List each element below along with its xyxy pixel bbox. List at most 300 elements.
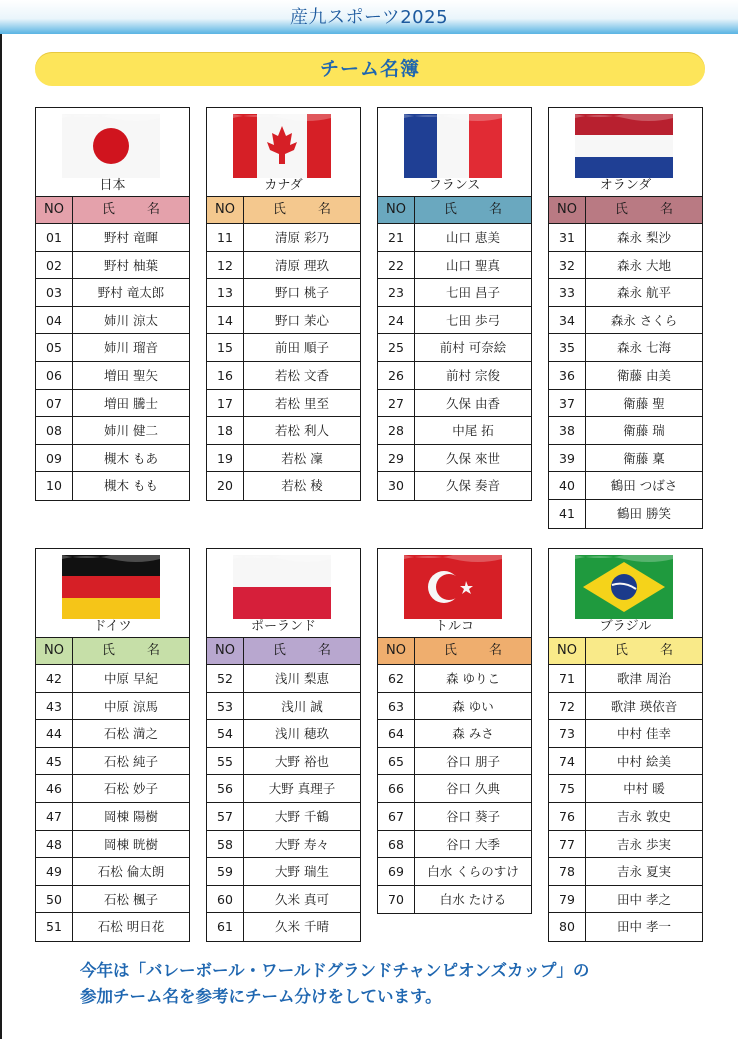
member-no: 06 xyxy=(36,362,73,389)
table-row xyxy=(36,307,189,335)
member-name: 森永 さくら xyxy=(610,312,678,328)
roster-banner xyxy=(35,52,705,86)
member-name: 大野 真理子 xyxy=(268,781,336,797)
member-name: 衛藤 稟 xyxy=(623,450,665,466)
member-no: 02 xyxy=(36,252,73,279)
member-no: 63 xyxy=(378,693,415,720)
table-row xyxy=(549,390,702,418)
column-name: 氏 名 xyxy=(101,202,175,217)
table-row xyxy=(549,831,702,859)
team-table xyxy=(377,548,532,914)
member-name: 浅川 誠 xyxy=(281,698,323,714)
member-no: 77 xyxy=(549,831,586,858)
member-no: 22 xyxy=(378,252,415,279)
member-name: 谷口 大季 xyxy=(446,836,500,852)
member-no: 36 xyxy=(549,362,586,389)
member-no: 23 xyxy=(378,279,415,306)
table-row xyxy=(378,472,531,500)
table-row xyxy=(378,693,531,721)
member-no: 09 xyxy=(36,445,73,472)
member-name: 森 みさ xyxy=(452,726,494,742)
table-row xyxy=(207,334,360,362)
member-no: 34 xyxy=(549,307,586,334)
table-row xyxy=(36,913,189,941)
member-name: 田中 孝之 xyxy=(617,891,671,907)
member-no: 62 xyxy=(378,665,415,692)
table-row xyxy=(378,858,531,886)
table-row xyxy=(549,307,702,335)
member-name: 白水 くらのすけ xyxy=(427,864,519,880)
table-row xyxy=(378,665,531,693)
table-row xyxy=(549,500,702,528)
member-no: 17 xyxy=(207,390,244,417)
table-row xyxy=(36,858,189,886)
member-no: 46 xyxy=(36,775,73,802)
member-name: 白水 たける xyxy=(439,891,507,907)
member-name: 中原 早紀 xyxy=(104,671,158,686)
table-row xyxy=(378,334,531,362)
member-no: 40 xyxy=(549,472,586,499)
column-header xyxy=(549,638,702,665)
member-name: 石松 純子 xyxy=(104,753,158,769)
table-row xyxy=(549,858,702,886)
member-name: 森永 梨沙 xyxy=(617,230,671,245)
member-no: 80 xyxy=(549,913,586,941)
member-name: 森 ゆりこ xyxy=(446,671,500,686)
country-name: 日本 xyxy=(99,178,126,193)
column-no: NO xyxy=(549,638,586,664)
brazil-flag-icon xyxy=(575,555,673,619)
table-row xyxy=(207,445,360,473)
member-name: 若松 稜 xyxy=(281,478,323,494)
member-name: 森永 航平 xyxy=(617,285,671,301)
member-name: 中尾 拓 xyxy=(452,423,494,439)
table-row xyxy=(549,252,702,280)
table-row xyxy=(36,390,189,418)
table-row xyxy=(207,224,360,252)
table-row xyxy=(549,803,702,831)
member-name: 山口 恵美 xyxy=(446,230,500,245)
table-row xyxy=(378,279,531,307)
member-name: 山口 聖真 xyxy=(446,257,500,273)
column-header xyxy=(378,197,531,224)
member-no: 68 xyxy=(378,831,415,858)
table-row xyxy=(36,748,189,776)
member-name: 森永 七海 xyxy=(617,340,671,356)
table-row xyxy=(207,803,360,831)
team-header xyxy=(378,108,531,197)
column-header xyxy=(207,638,360,665)
table-row xyxy=(36,775,189,803)
member-no: 79 xyxy=(549,886,586,913)
table-row xyxy=(207,886,360,914)
member-name: 浅川 穂玖 xyxy=(275,726,329,742)
table-row xyxy=(378,886,531,914)
poland-flag-icon xyxy=(233,555,331,619)
table-row xyxy=(36,831,189,859)
member-no: 12 xyxy=(207,252,244,279)
member-no: 48 xyxy=(36,831,73,858)
table-row xyxy=(36,472,189,500)
table-row xyxy=(207,252,360,280)
member-name: 増田 聖矢 xyxy=(104,367,158,383)
member-name: 七田 昌子 xyxy=(446,285,500,301)
member-no: 37 xyxy=(549,390,586,417)
member-no: 53 xyxy=(207,693,244,720)
team-header xyxy=(36,108,189,197)
member-name: 吉永 敦史 xyxy=(617,808,671,824)
table-row xyxy=(207,279,360,307)
table-row xyxy=(378,803,531,831)
member-name: 野口 茉心 xyxy=(275,312,329,328)
column-name: 氏 名 xyxy=(614,643,688,658)
member-name: 石松 楓子 xyxy=(104,891,158,907)
member-no: 28 xyxy=(378,417,415,444)
team-table xyxy=(35,548,190,942)
member-no: 19 xyxy=(207,445,244,472)
table-row xyxy=(549,417,702,445)
table-row xyxy=(36,803,189,831)
member-name: 歌津 瑛依音 xyxy=(610,698,678,714)
country-name: トルコ xyxy=(434,619,474,634)
table-row xyxy=(36,720,189,748)
column-name: 氏 名 xyxy=(443,643,517,658)
top-header-bar xyxy=(0,0,738,34)
column-header xyxy=(207,197,360,224)
member-name: 谷口 久典 xyxy=(446,781,500,797)
table-row xyxy=(36,334,189,362)
member-no: 73 xyxy=(549,720,586,747)
member-name: 久米 千晴 xyxy=(275,919,329,935)
table-row xyxy=(36,417,189,445)
netherlands-flag-icon xyxy=(575,114,673,178)
table-row xyxy=(378,417,531,445)
table-row xyxy=(549,886,702,914)
table-row xyxy=(378,445,531,473)
member-name: 中原 涼馬 xyxy=(104,698,158,714)
member-no: 33 xyxy=(549,279,586,306)
country-name: カナダ xyxy=(264,178,303,193)
column-name: 氏 名 xyxy=(614,202,688,217)
footer-line-1: 今年は「バレーボール・ワールドグランドチャンピオンズカップ」の xyxy=(80,961,590,980)
column-no: NO xyxy=(378,197,415,223)
member-no: 64 xyxy=(378,720,415,747)
team-table xyxy=(377,107,532,501)
member-no: 54 xyxy=(207,720,244,747)
member-name: 久保 由香 xyxy=(446,395,500,411)
member-no: 13 xyxy=(207,279,244,306)
table-row xyxy=(549,472,702,500)
column-header xyxy=(36,638,189,665)
country-name: オランダ xyxy=(599,178,652,193)
table-row xyxy=(549,693,702,721)
header-title: 産九スポーツ2025 xyxy=(289,7,449,28)
member-no: 16 xyxy=(207,362,244,389)
table-row xyxy=(36,224,189,252)
member-name: 前村 宗俊 xyxy=(446,367,500,383)
table-row xyxy=(207,665,360,693)
country-name: ポーランド xyxy=(250,619,316,634)
table-row xyxy=(207,858,360,886)
member-no: 26 xyxy=(378,362,415,389)
member-name: 増田 騰士 xyxy=(104,395,158,411)
member-no: 66 xyxy=(378,775,415,802)
column-name: 氏 名 xyxy=(272,202,346,217)
member-no: 29 xyxy=(378,445,415,472)
turkey-flag-icon xyxy=(404,555,502,619)
footer-line-2: 参加チーム名を参考にチーム分けをしています。 xyxy=(80,987,442,1006)
member-name: 大野 瑞生 xyxy=(275,864,329,880)
table-row xyxy=(549,913,702,941)
column-name: 氏 名 xyxy=(101,643,175,658)
member-no: 72 xyxy=(549,693,586,720)
member-name: 前田 順子 xyxy=(275,340,329,356)
canada-flag-icon xyxy=(233,114,331,178)
member-no: 38 xyxy=(549,417,586,444)
table-row xyxy=(36,886,189,914)
member-name: 鶴田 つばさ xyxy=(610,478,678,494)
table-row xyxy=(378,224,531,252)
member-no: 70 xyxy=(378,886,415,914)
table-row xyxy=(549,279,702,307)
table-row xyxy=(549,362,702,390)
table-row xyxy=(207,390,360,418)
member-no: 25 xyxy=(378,334,415,361)
member-name: 槻木 もあ xyxy=(104,450,158,466)
member-name: 久米 真可 xyxy=(275,891,329,907)
table-row xyxy=(207,417,360,445)
member-name: 槻木 もも xyxy=(104,478,158,494)
column-no: NO xyxy=(207,197,244,223)
member-name: 田中 孝一 xyxy=(617,919,671,935)
column-header xyxy=(378,638,531,665)
table-row xyxy=(378,307,531,335)
member-name: 中村 絵美 xyxy=(617,753,671,769)
table-row xyxy=(207,693,360,721)
member-no: 18 xyxy=(207,417,244,444)
team-table xyxy=(206,107,361,501)
table-row xyxy=(207,913,360,941)
member-no: 51 xyxy=(36,913,73,941)
country-name: ドイツ xyxy=(93,619,132,634)
member-name: 若松 里至 xyxy=(275,395,329,411)
member-no: 03 xyxy=(36,279,73,306)
france-flag-icon xyxy=(404,114,502,178)
table-row xyxy=(378,748,531,776)
member-no: 27 xyxy=(378,390,415,417)
germany-flag-icon xyxy=(62,555,160,619)
member-name: 森永 大地 xyxy=(617,257,671,273)
table-row xyxy=(549,445,702,473)
member-name: 谷口 朋子 xyxy=(446,753,500,769)
member-no: 74 xyxy=(549,748,586,775)
member-name: 岡棟 陽樹 xyxy=(104,808,158,824)
japan-flag-icon xyxy=(62,114,160,178)
member-no: 20 xyxy=(207,472,244,500)
table-row xyxy=(36,693,189,721)
member-no: 45 xyxy=(36,748,73,775)
table-row xyxy=(207,362,360,390)
table-row xyxy=(549,334,702,362)
column-no: NO xyxy=(207,638,244,664)
member-no: 49 xyxy=(36,858,73,885)
column-no: NO xyxy=(549,197,586,223)
member-no: 10 xyxy=(36,472,73,500)
member-name: 姉川 涼太 xyxy=(104,312,158,328)
table-row xyxy=(549,775,702,803)
table-row xyxy=(36,665,189,693)
member-name: 大野 千鶴 xyxy=(275,808,329,824)
member-name: 衛藤 聖 xyxy=(623,395,665,411)
member-no: 65 xyxy=(378,748,415,775)
country-name: ブラジル xyxy=(599,619,652,634)
member-no: 55 xyxy=(207,748,244,775)
member-no: 21 xyxy=(378,224,415,251)
member-name: 姉川 瑠音 xyxy=(104,340,158,356)
member-name: 若松 利人 xyxy=(275,423,329,439)
table-row xyxy=(549,720,702,748)
member-name: 浅川 梨恵 xyxy=(275,671,329,686)
member-no: 05 xyxy=(36,334,73,361)
member-name: 鶴田 勝笑 xyxy=(617,505,671,521)
table-row xyxy=(207,748,360,776)
member-no: 43 xyxy=(36,693,73,720)
column-name: 氏 名 xyxy=(443,202,517,217)
member-name: 吉永 歩実 xyxy=(617,836,671,852)
member-name: 石松 満之 xyxy=(104,726,158,742)
member-name: 七田 歩弓 xyxy=(446,312,500,328)
member-name: 清原 彩乃 xyxy=(275,230,329,245)
member-name: 石松 倫太朗 xyxy=(97,864,165,880)
table-row xyxy=(207,472,360,500)
column-no: NO xyxy=(36,197,73,223)
member-name: 若松 凜 xyxy=(281,450,323,466)
table-row xyxy=(378,775,531,803)
team-header xyxy=(207,549,360,638)
member-name: 歌津 周治 xyxy=(617,671,671,686)
table-row xyxy=(207,307,360,335)
member-name: 衛藤 瑞 xyxy=(623,423,665,439)
table-row xyxy=(207,720,360,748)
member-name: 森 ゆい xyxy=(452,698,494,714)
table-row xyxy=(36,252,189,280)
member-name: 野村 竜暉 xyxy=(104,230,158,245)
member-no: 42 xyxy=(36,665,73,692)
member-no: 78 xyxy=(549,858,586,885)
member-name: 清原 理玖 xyxy=(275,257,329,273)
member-no: 69 xyxy=(378,858,415,885)
team-header xyxy=(36,549,189,638)
team-table xyxy=(35,107,190,501)
left-border-line xyxy=(0,34,2,1039)
country-name: フランス xyxy=(428,178,481,193)
member-no: 39 xyxy=(549,445,586,472)
table-row xyxy=(549,665,702,693)
table-row xyxy=(36,279,189,307)
team-table xyxy=(548,107,703,529)
team-header xyxy=(549,549,702,638)
member-name: 石松 明日花 xyxy=(97,919,165,935)
member-name: 岡棟 晄樹 xyxy=(104,836,158,852)
member-no: 24 xyxy=(378,307,415,334)
member-no: 31 xyxy=(549,224,586,251)
column-header xyxy=(36,197,189,224)
member-name: 前村 可奈絵 xyxy=(439,340,507,356)
member-no: 58 xyxy=(207,831,244,858)
column-header xyxy=(549,197,702,224)
member-no: 60 xyxy=(207,886,244,913)
member-name: 谷口 葵子 xyxy=(446,808,500,824)
member-no: 61 xyxy=(207,913,244,941)
team-table xyxy=(206,548,361,942)
table-row xyxy=(549,748,702,776)
member-no: 56 xyxy=(207,775,244,802)
member-no: 75 xyxy=(549,775,586,802)
table-row xyxy=(378,390,531,418)
member-no: 52 xyxy=(207,665,244,692)
member-no: 71 xyxy=(549,665,586,692)
member-no: 50 xyxy=(36,886,73,913)
table-row xyxy=(378,720,531,748)
footer-note xyxy=(80,958,720,1010)
team-header xyxy=(549,108,702,197)
member-no: 04 xyxy=(36,307,73,334)
member-name: 野村 竜太郎 xyxy=(97,285,165,301)
member-no: 44 xyxy=(36,720,73,747)
member-no: 07 xyxy=(36,390,73,417)
member-no: 41 xyxy=(549,500,586,528)
table-row xyxy=(207,831,360,859)
team-header xyxy=(207,108,360,197)
member-no: 57 xyxy=(207,803,244,830)
team-header xyxy=(378,549,531,638)
member-name: 若松 文香 xyxy=(275,367,329,383)
member-no: 14 xyxy=(207,307,244,334)
member-no: 47 xyxy=(36,803,73,830)
table-row xyxy=(378,252,531,280)
member-no: 35 xyxy=(549,334,586,361)
member-no: 08 xyxy=(36,417,73,444)
member-name: 野口 桃子 xyxy=(275,285,329,301)
member-no: 30 xyxy=(378,472,415,500)
member-name: 久保 奏音 xyxy=(446,478,500,494)
table-row xyxy=(549,224,702,252)
member-no: 15 xyxy=(207,334,244,361)
member-no: 67 xyxy=(378,803,415,830)
member-no: 11 xyxy=(207,224,244,251)
member-no: 76 xyxy=(549,803,586,830)
team-table xyxy=(548,548,703,942)
member-name: 中村 佳幸 xyxy=(617,726,671,742)
member-name: 吉永 夏実 xyxy=(617,864,671,880)
member-name: 野村 柚葉 xyxy=(104,257,158,273)
member-name: 大野 裕也 xyxy=(275,753,329,769)
member-no: 59 xyxy=(207,858,244,885)
table-row xyxy=(378,831,531,859)
member-no: 32 xyxy=(549,252,586,279)
member-name: 石松 妙子 xyxy=(104,781,158,797)
banner-title: チーム名簿 xyxy=(319,58,420,80)
column-no: NO xyxy=(378,638,415,664)
member-name: 大野 寿々 xyxy=(275,836,329,852)
column-name: 氏 名 xyxy=(272,643,346,658)
column-no: NO xyxy=(36,638,73,664)
member-name: 姉川 健二 xyxy=(104,423,158,439)
table-row xyxy=(36,362,189,390)
table-row xyxy=(378,362,531,390)
member-name: 久保 來世 xyxy=(446,450,500,466)
member-name: 中村 暖 xyxy=(623,781,665,797)
